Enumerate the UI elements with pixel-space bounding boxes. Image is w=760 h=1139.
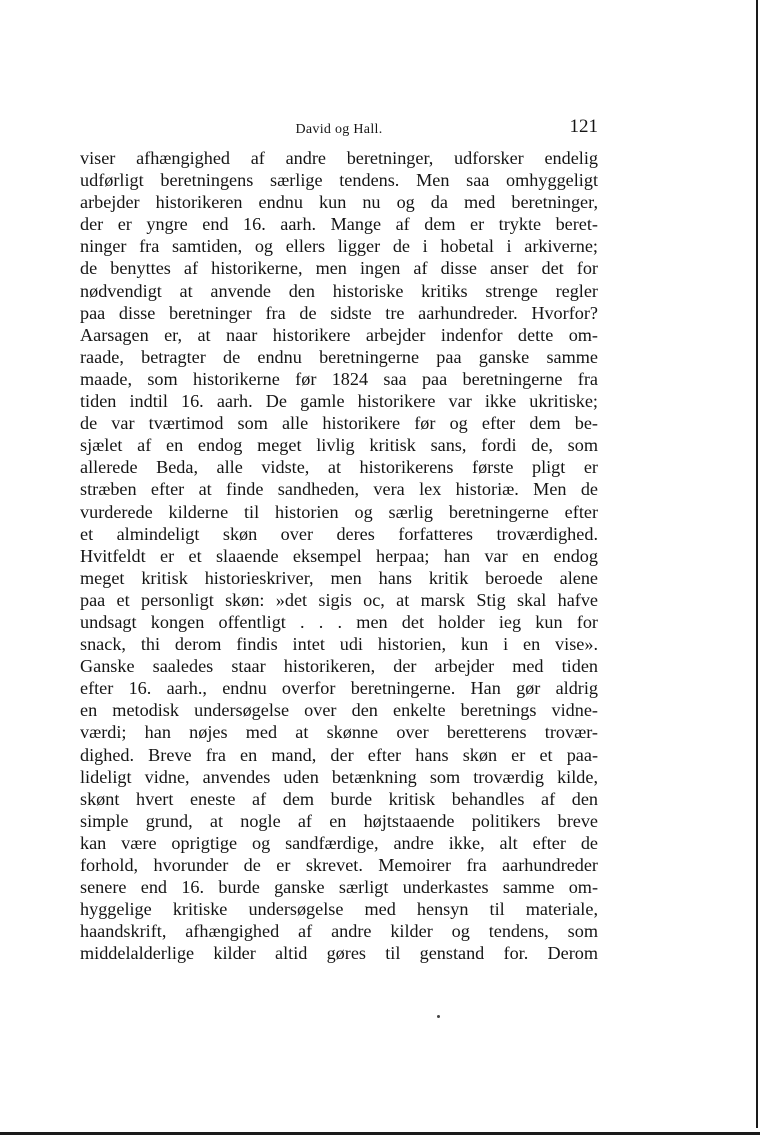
text-line: simple grund, at nogle af en højtstaaende politikers breve	[80, 810, 598, 831]
text-line: efter 16. aarh., endnu overfor beretningerne. Han gør aldrig	[80, 678, 598, 699]
text-line: sjælet af en endog meget livlig kritisk sans, fordi de, som	[80, 435, 598, 456]
text-line: værdi; han nøjes med at skønne over beretterens trovær-	[80, 722, 598, 743]
text-line: dighed. Breve fra en mand, der efter hans skøn er et paa-	[80, 744, 598, 765]
text-line: vurderede kilderne til historien og særlig beretningerne efter	[80, 501, 598, 522]
text-line: der er yngre end 16. aarh. Mange af dem er trykte beret-	[80, 214, 598, 235]
text-line: nødvendigt at anvende den historiske kritiks strenge regler	[80, 280, 598, 301]
running-title: David og Hall.	[295, 122, 383, 137]
text-line: raade, betragter de endnu beretningerne paa ganske samme	[80, 346, 598, 367]
text-line: skønt hvert eneste af dem burde kritisk behandles af den	[80, 788, 598, 809]
text-line: paa disse beretninger fra de sidste tre aarhundreder. Hvorfor?	[80, 302, 598, 323]
text-line: undsagt kongen offentligt . . . men det holder ieg kun for	[80, 611, 598, 632]
scan-border-bottom	[0, 1132, 760, 1135]
scan-speck	[437, 1015, 440, 1018]
text-line: kan være oprigtige og sandfærdige, andre ikke, alt efter de	[80, 832, 598, 853]
text-line: stræben efter at finde sandheden, vera lex historiæ. Men de	[80, 479, 598, 500]
text-line: de benyttes af historikerne, men ingen af disse anser det for	[80, 258, 598, 279]
body-text	[80, 147, 598, 964]
text-line: Ganske saaledes staar historikeren, der arbejder med tiden	[80, 656, 598, 677]
text-line: snack, thi derom findis intet udi historien, kun i en vise».	[80, 634, 598, 655]
text-line: hyggelige kritiske undersøgelse med hensyn til materiale,	[80, 899, 598, 920]
text-line: maade, som historikerne før 1824 saa paa beretningerne fra	[80, 368, 598, 389]
running-header	[80, 116, 598, 142]
text-line: en metodisk undersøgelse over den enkelte beretnings vidne-	[80, 700, 598, 721]
text-line: Hvitfeldt er et slaaende eksempel herpaa; han var en endog	[80, 545, 598, 566]
text-line: udførligt beretningens særlige tendens. Men saa omhyggeligt	[80, 170, 598, 191]
text-line: Aarsagen er, at naar historikere arbejder indenfor dette om-	[80, 324, 598, 345]
text-line: middelalderlige kilder altid gøres til genstand for. Derom	[80, 943, 598, 964]
text-line: ninger fra samtiden, og ellers ligger de i hobetal i arkiverne;	[80, 236, 598, 257]
scan-border-right	[756, 0, 758, 1128]
text-line: tiden indtil 16. aarh. De gamle historikere var ikke ukritiske;	[80, 391, 598, 412]
text-line: senere end 16. burde ganske særligt underkastes samme om-	[80, 877, 598, 898]
text-line: arbejder historikeren endnu kun nu og da med beretninger,	[80, 192, 598, 213]
text-line: paa et personligt skøn: »det sigis oc, at marsk Stig skal hafve	[80, 589, 598, 610]
page-number: 121	[569, 116, 598, 137]
book-page	[80, 116, 598, 964]
text-line: viser afhængighed af andre beretninger, udforsker endelig	[80, 148, 598, 168]
text-line: allerede Beda, alle vidste, at historikerens første pligt er	[80, 457, 598, 478]
text-line: et almindeligt skøn over deres forfatteres troværdighed.	[80, 523, 598, 544]
text-line: de var tværtimod som alle historikere før og efter dem be-	[80, 413, 598, 434]
text-line: forhold, hvorunder de er skrevet. Memoirer fra aarhundreder	[80, 855, 598, 875]
text-line: lideligt vidne, anvendes uden betænkning som troværdig kilde,	[80, 766, 598, 787]
text-line: haandskrift, afhængighed af andre kilder og tendens, som	[80, 921, 598, 942]
text-line: meget kritisk historieskriver, men hans kritik beroede alene	[80, 567, 598, 588]
